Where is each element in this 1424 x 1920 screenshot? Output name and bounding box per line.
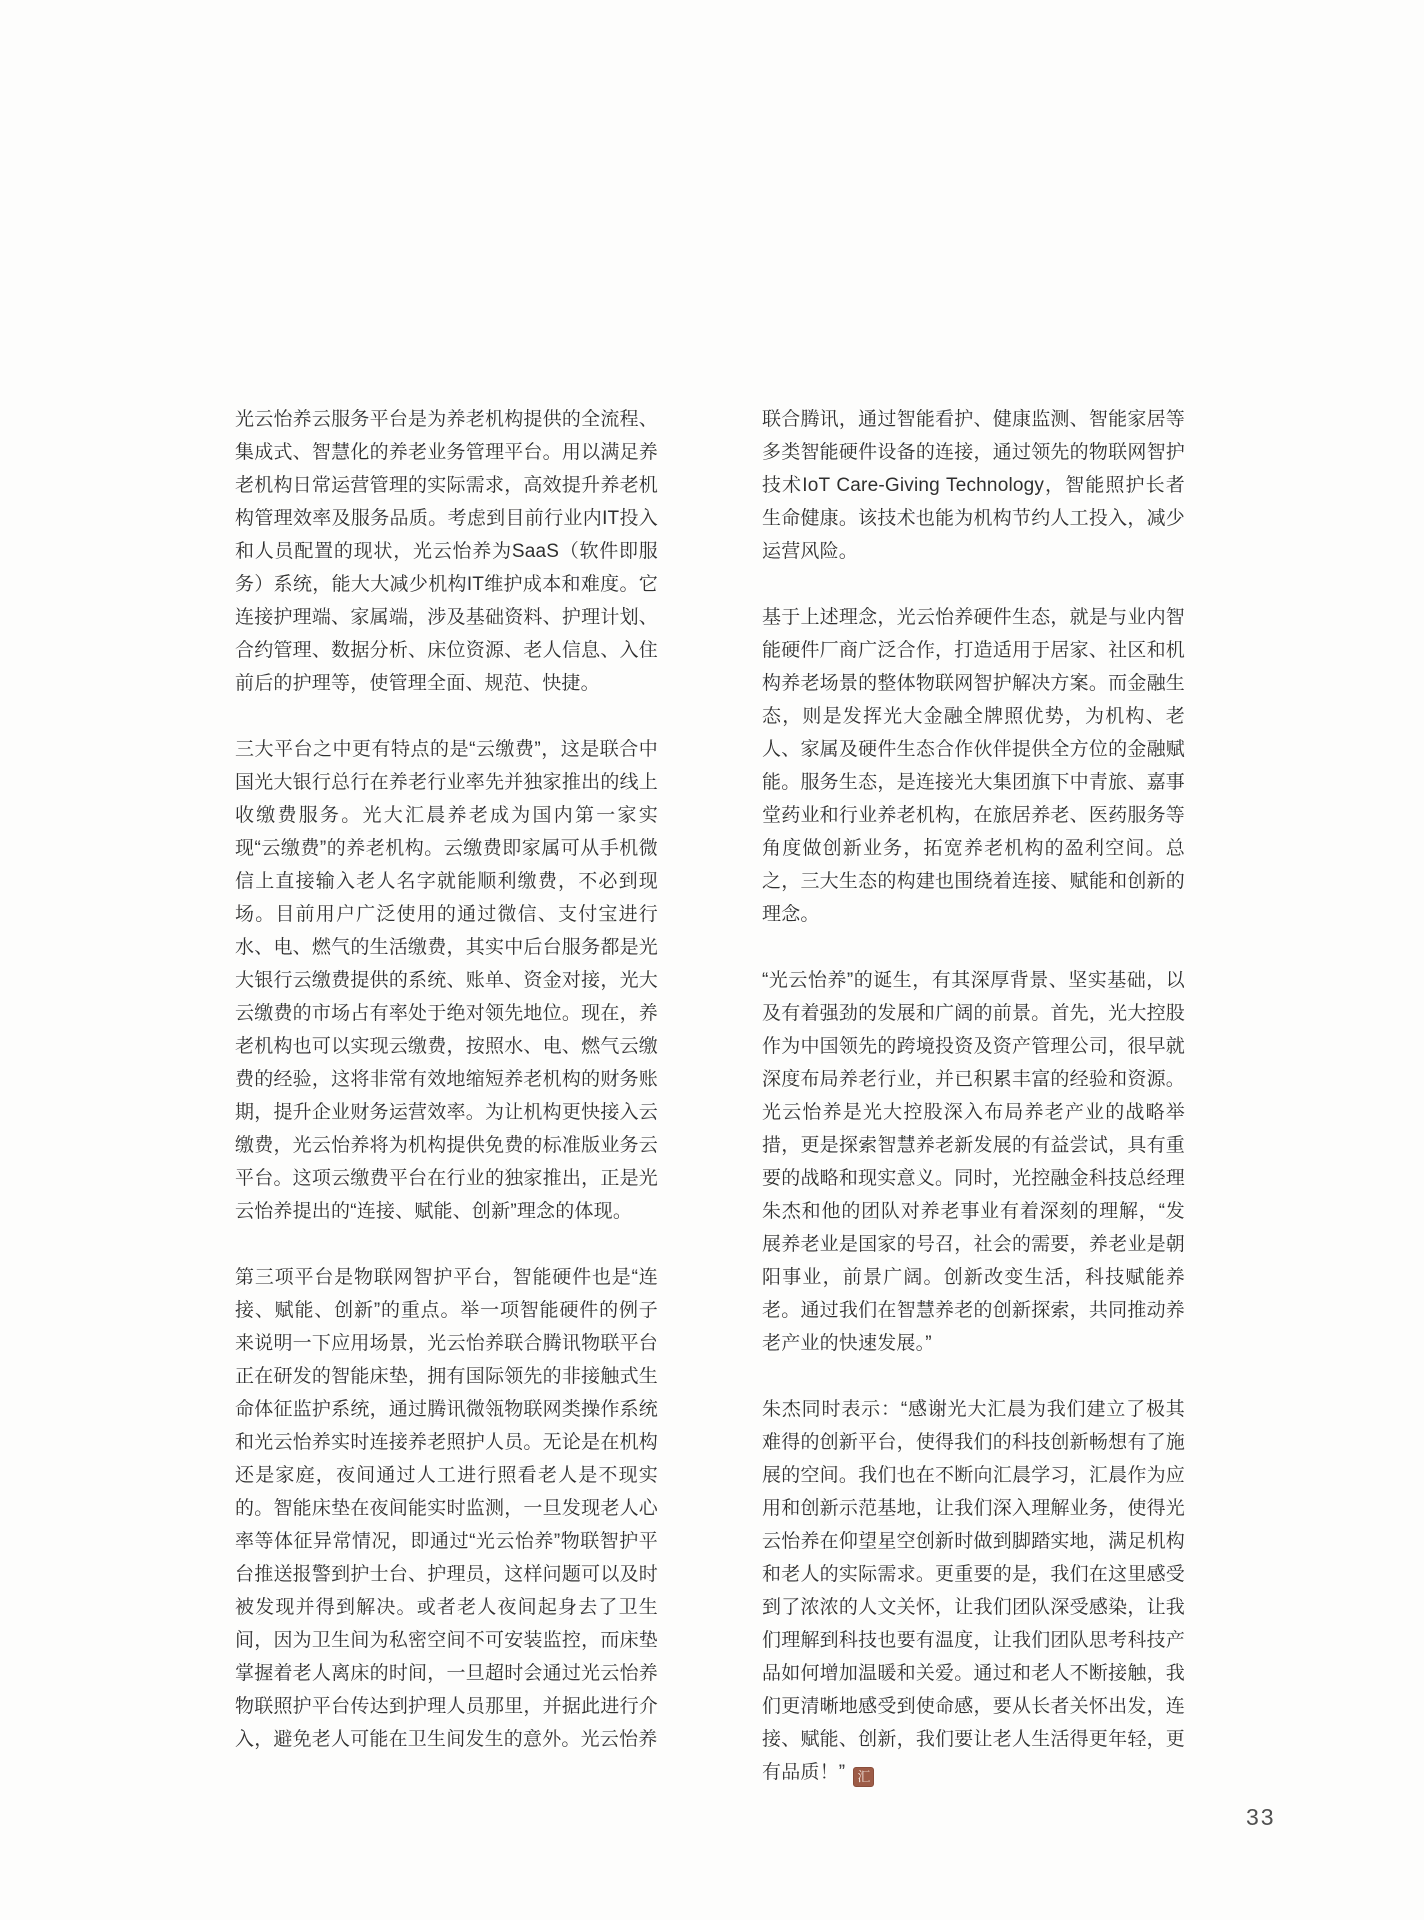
paragraph: “光云怡养”的诞生，有其深厚背景、坚实基础，以及有着强劲的发展和广阔的前景。首先，光大控股作为中国领先的跨境投资及资产管理公司，很早就深度布局养老行业，并已积累丰富的经验和资源。光云怡养是光大控股深入布局养老产业的战略举措，更是探索智慧养老新发展的有益尝试，具有重要的战略和现实意义。同时，光控融金科技总经理朱杰和他的团队对养老事业有着深刻的理解，“发展养老业是国家的号召，社会的需要，养老业是朝阳事业，前景广阔。创新改变生活，科技赋能养老。通过我们在智慧养老的创新探索，共同推动养老产业的快速发展。” <box>762 970 1185 1354</box>
paragraph-text: 朱杰同时表示：“感谢光大汇晨为我们建立了极其难得的创新平台，使得我们的科技创新畅想有了施展的空间。我们也在不断向汇晨学习，汇晨作为应用和创新示范基地，让我们深入理解业务，使得光云怡养在仰望星空创新时做到脚踏实地，满足机构和老人的实际需求。更重要的是，我们在这里感受到了浓浓的人文关怀，让我们团队深受感染，让我们理解到科技也要有温度，让我们团队思考科技产品如何增加温暖和关爱。通过和老人不断接触，我们更清晰地感受到使命感，要从长者关怀出发，连接、赋能、创新，我们要让老人生活得更年轻，更有品质！” <box>762 1399 1185 1783</box>
end-mark-icon <box>853 1767 874 1787</box>
column-right <box>762 403 1185 1789</box>
paragraph: 基于上述理念，光云怡养硬件生态，就是与业内智能硬件厂商广泛合作，打造适用于居家、社区和机构养老场景的整体物联网智护解决方案。而金融生态，则是发挥光大金融全牌照优势，为机构、老人、家属及硬件生态合作伙伴提供全方位的金融赋能。服务生态，是连接光大集团旗下中青旅、嘉事堂药业和行业养老机构，在旅居养老、医药服务等角度做创新业务，拓宽养老机构的盈利空间。总之，三大生态的构建也围绕着连接、赋能和创新的理念。 <box>762 607 1185 925</box>
article-body <box>235 403 1185 1789</box>
paragraph: 联合腾讯，通过智能看护、健康监测、智能家居等多类智能硬件设备的连接，通过领先的物联网智护技术IoT Care-Giving Technology，智能照护长者生命健康。该技术也能为机构节约人工投入，减少运营风险。 <box>762 409 1185 562</box>
paragraph: 三大平台之中更有特点的是“云缴费”，这是联合中国光大银行总行在养老行业率先并独家推出的线上收缴费服务。光大汇晨养老成为国内第一家实现“云缴费”的养老机构。云缴费即家属可从手机微信上直接输入老人名字就能顺利缴费，不必到现场。目前用户广泛使用的通过微信、支付宝进行水、电、燃气的生活缴费，其实中后台服务都是光大银行云缴费提供的系统、账单、资金对接，光大云缴费的市场占有率处于绝对领先地位。现在，养老机构也可以实现云缴费，按照水、电、燃气云缴费的经验，这将非常有效地缩短养老机构的财务账期，提升企业财务运营效率。为让机构更快接入云缴费，光云怡养将为机构提供免费的标准版业务云平台。这项云缴费平台在行业的独家推出，正是光云怡养提出的“连接、赋能、创新”理念的体现。 <box>235 739 658 1222</box>
column-left <box>235 403 658 1789</box>
paragraph <box>762 1393 1185 1789</box>
paragraph: 第三项平台是物联网智护平台，智能硬件也是“连接、赋能、创新”的重点。举一项智能硬件的例子来说明一下应用场景，光云怡养联合腾讯物联平台正在研发的智能床垫，拥有国际领先的非接触式生命体征监护系统，通过腾讯微瓴物联网类操作系统和光云怡养实时连接养老照护人员。无论是在机构还是家庭，夜间通过人工进行照看老人是不现实的。智能床垫在夜间能实时监测，一旦发现老人心率等体征异常情况，即通过“光云怡养”物联智护平台推送报警到护士台、护理员，这样问题可以及时被发现并得到解决。或者老人夜间起身去了卫生间，因为卫生间为私密空间不可安装监控，而床垫掌握着老人离床的时间，一旦超时会通过光云怡养物联照护平台传达到护理人员那里，并据此进行介入，避免老人可能在卫生间发生的意外。光云怡养 <box>235 1267 658 1750</box>
paragraph: 光云怡养云服务平台是为养老机构提供的全流程、集成式、智慧化的养老业务管理平台。用以满足养老机构日常运营管理的实际需求，高效提升养老机构管理效率及服务品质。考虑到目前行业内IT投入和人员配置的现状，光云怡养为SaaS（软件即服务）系统，能大大减少机构IT维护成本和难度。它连接护理端、家属端，涉及基础资料、护理计划、合约管理、数据分析、床位资源、老人信息、入住前后的护理等，使管理全面、规范、快捷。 <box>235 409 658 694</box>
page-number: 33 <box>1246 1804 1276 1830</box>
end-mark-glyph: 汇 <box>857 1769 871 1784</box>
